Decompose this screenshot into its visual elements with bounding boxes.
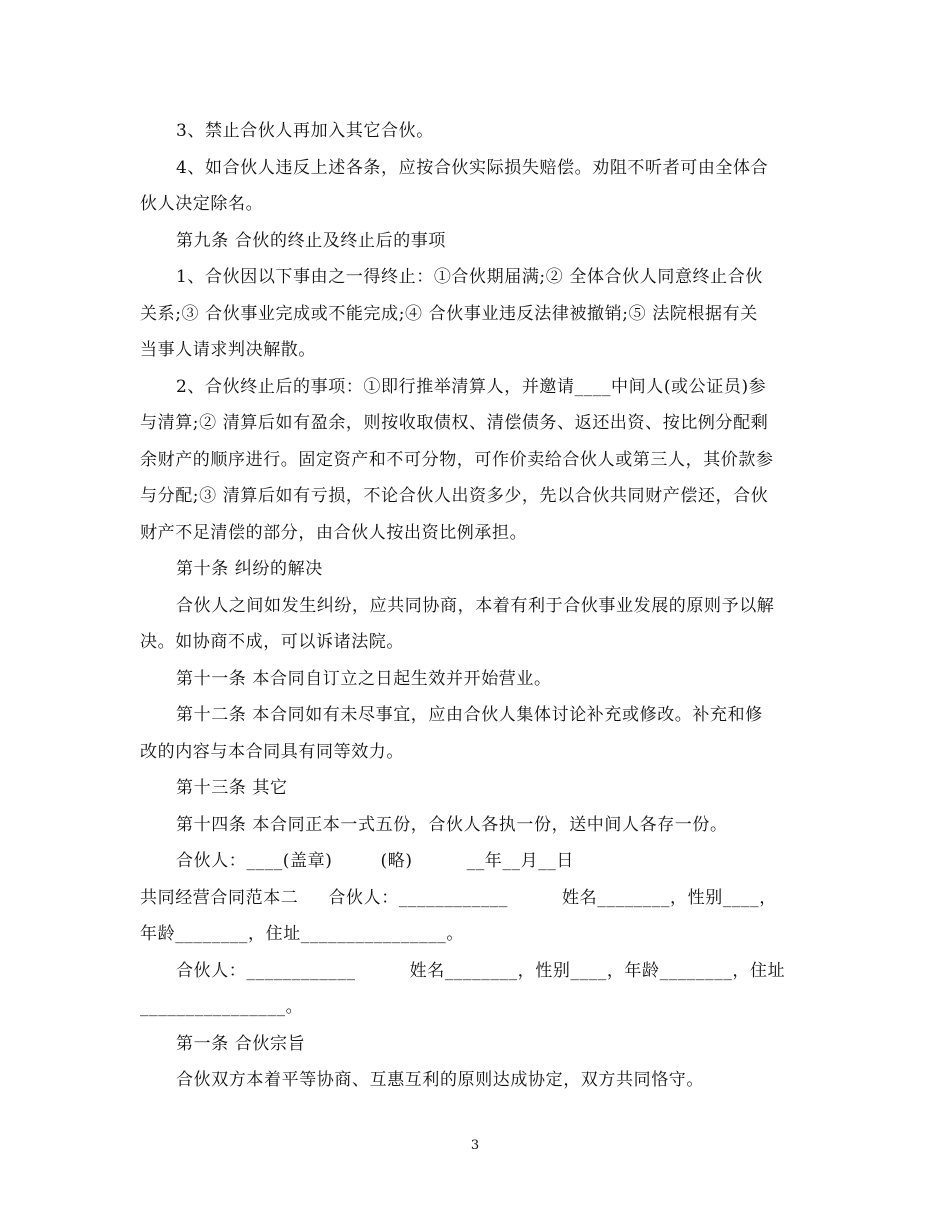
text-line: 合伙人：____(盖章) (略) __年__月__日: [176, 851, 574, 871]
document-body: [140, 113, 810, 1099]
text-line: ________________。: [140, 997, 304, 1017]
page-number: 3: [470, 1138, 480, 1153]
text-line: 伙人决定除名。: [140, 194, 264, 214]
text-line: 1、合伙因以下事由之一得终止：①合伙期届满;② 全体合伙人同意终止合伙: [176, 267, 763, 287]
text-line: 3、禁止合伙人再加入其它合伙。: [176, 121, 434, 141]
text-line: 与清算;② 清算后如有盈余，则按收取债权、清偿债务、返还出资、按比例分配剩: [140, 413, 769, 433]
text-line: 4、如合伙人违反上述各条，应按合伙实际损失赔偿。劝阻不听者可由全体合: [176, 157, 769, 178]
text-line: 第九条 合伙的终止及终止后的事项: [176, 230, 447, 251]
text-line: 第十三条 其它: [176, 778, 288, 798]
text-line: 合伙人之间如发生纠纷，应共同协商，本着有利于合伙事业发展的原则予以解: [176, 595, 775, 616]
text-line: 第十一条 本合同自订立之日起生效并开始营业。: [176, 668, 552, 689]
text-line: 第十二条 本合同如有未尽事宜，应由合伙人集体讨论补充或修改。补充和修: [176, 705, 763, 725]
text-line: 当事人请求判决解散。: [140, 340, 316, 360]
text-line: 共同经营合同范本二 合伙人：____________ 姓名________，性别____，: [140, 887, 777, 908]
text-line: 合伙双方本着平等协商、互惠互利的原则达成协定，双方共同恪守。: [176, 1070, 704, 1090]
text-line: 第十四条 本合同正本一式五份，合伙人各执一份，送中间人各存一份。: [176, 814, 728, 835]
text-line: 与分配;③ 清算后如有亏损，不论合伙人出资多少，先以合伙共同财产偿还，合伙: [140, 486, 769, 506]
text-line: 第十条 纠纷的解决: [176, 559, 323, 579]
text-line: 决。如协商不成，可以诉诸法院。: [140, 632, 404, 652]
text-line: 改的内容与本合同具有同等效力。: [140, 741, 404, 762]
text-line: 关系;③ 合伙事业完成或不能完成;④ 合伙事业违反法律被撤销;⑤ 法院根据有关: [140, 303, 758, 324]
text-line: 财产不足清偿的部分，由合伙人按出资比例承担。: [140, 522, 528, 543]
text-line: 2、合伙终止后的事项：①即行推举清算人，并邀请____中间人(或公证员)参: [176, 376, 767, 397]
text-line: 余财产的顺序进行。固定资产和不可分物，可作价卖给合伙人或第三人，其价款参: [140, 449, 774, 470]
text-line: 第一条 合伙宗旨: [176, 1033, 306, 1054]
text-line: 合伙人：____________ 姓名________，性别____，年龄________，住址: [176, 960, 786, 981]
text-line: 年龄________，住址________________。: [140, 924, 464, 944]
